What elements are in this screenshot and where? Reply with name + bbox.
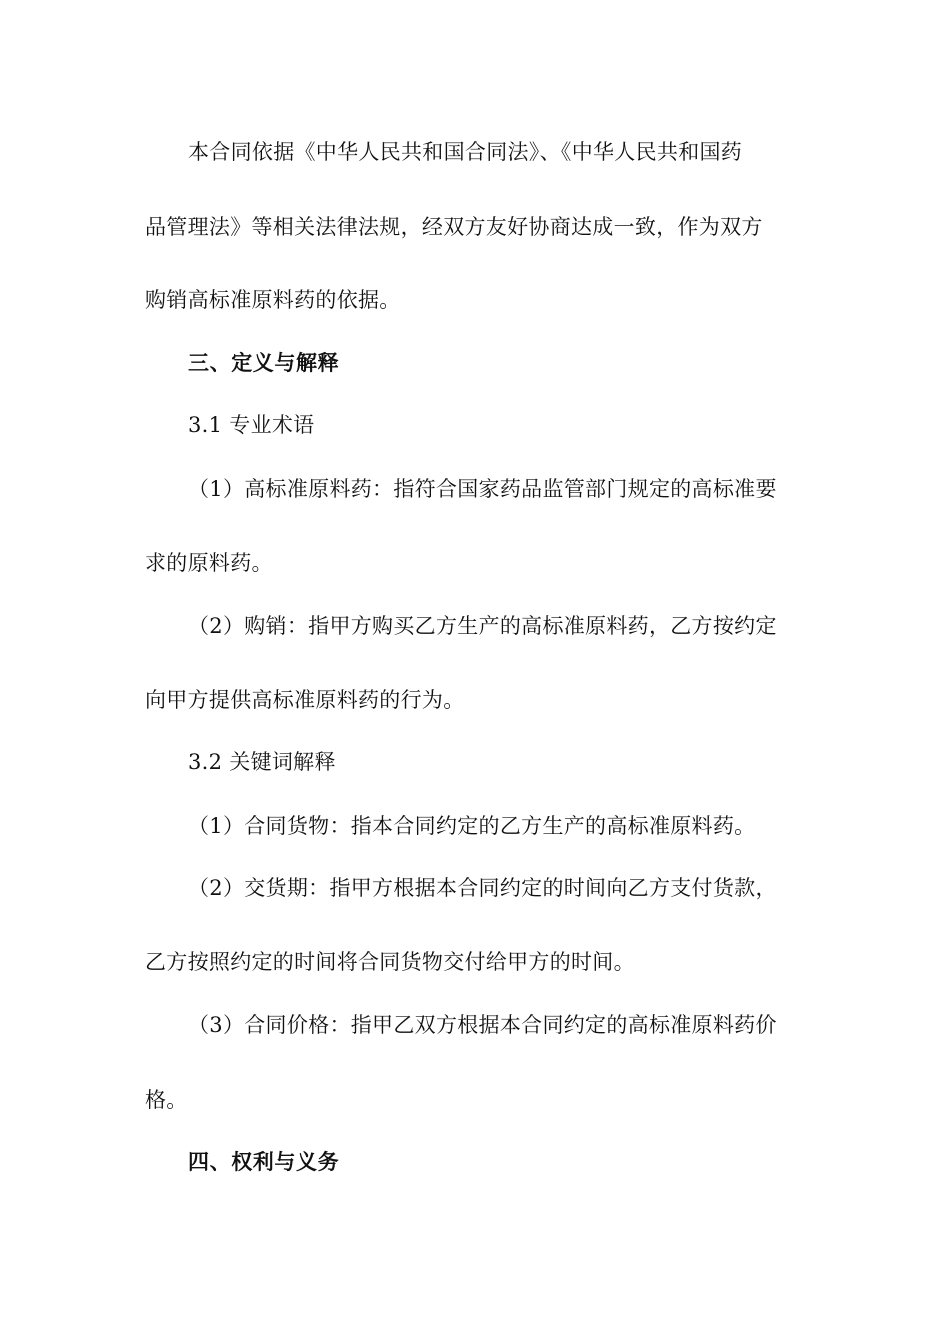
subsection-3-2-title: 3.2 关键词解释 <box>188 750 336 774</box>
section-4-heading: 四、权利与义务 <box>188 1150 340 1174</box>
term-1-line-1: （1）高标准原料药：指符合国家药品监管部门规定的高标准要 <box>188 477 777 501</box>
term-2-line-2: 向甲方提供高标准原料药的行为。 <box>145 688 465 712</box>
keyword-3-line-2: 格。 <box>145 1088 188 1112</box>
keyword-3-line-1: （3）合同价格：指甲乙双方根据本合同约定的高标准原料药价 <box>188 1013 777 1037</box>
term-1-line-2: 求的原料药。 <box>145 551 273 575</box>
paragraph-basis-line-2: 品管理法》等相关法律法规，经双方友好协商达成一致，作为双方 <box>145 215 763 239</box>
section-3-heading: 三、定义与解释 <box>188 351 340 375</box>
term-2-line-1: （2）购销：指甲方购买乙方生产的高标准原料药，乙方按约定 <box>188 614 777 638</box>
keyword-1: （1）合同货物：指本合同约定的乙方生产的高标准原料药。 <box>188 814 756 838</box>
keyword-2-line-1: （2）交货期：指甲方根据本合同约定的时间向乙方支付货款， <box>188 876 777 900</box>
paragraph-basis-line-3: 购销高标准原料药的依据。 <box>145 288 401 312</box>
keyword-2-line-2: 乙方按照约定的时间将合同货物交付给甲方的时间。 <box>145 950 635 974</box>
paragraph-basis-line-1: 本合同依据《中华人民共和国合同法》、《中华人民共和国药 <box>188 140 743 164</box>
subsection-3-1-title: 3.1 专业术语 <box>188 413 315 437</box>
